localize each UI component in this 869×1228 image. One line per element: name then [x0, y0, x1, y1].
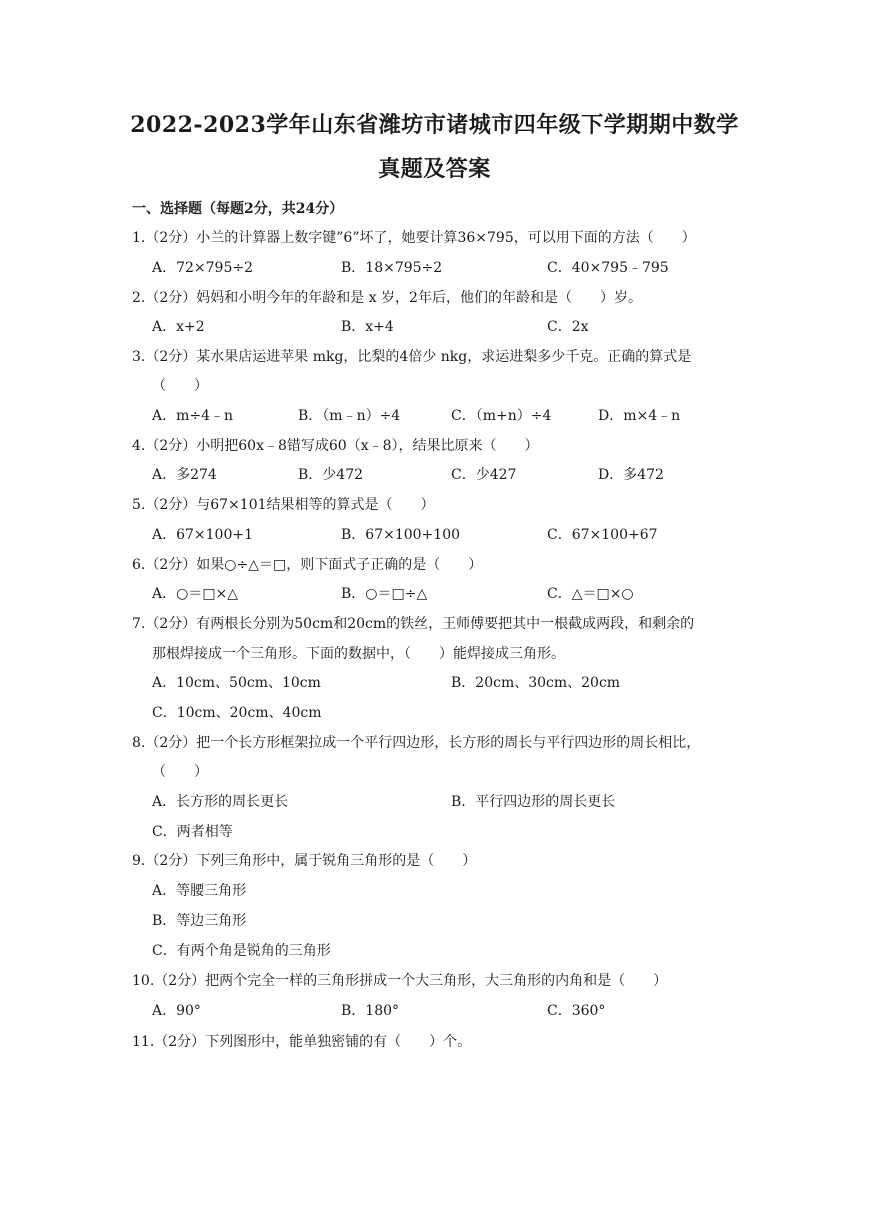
- question-11: 11.（2分）下列图形中，能单独密铺的有（ ）个。: [132, 1034, 472, 1050]
- question-3: 3.（2分）某水果店运进苹果 mkg，比梨的4倍少 nkg，求运进梨多少千克。正确的算式是: [132, 349, 692, 365]
- question-7-continued: 那根焊接成一个三角形。下面的数据中，（ ）能焊接成三角形。: [152, 646, 565, 662]
- question-6: 6.（2分）如果○÷△＝□，则下面式子正确的是（ ）: [132, 557, 483, 573]
- question-7: 7.（2分）有两根长分别为50cm和20cm的铁丝，王师傅要把其中一根截成两段，和剩余的: [132, 616, 695, 632]
- question-1: 1.（2分）小兰的计算器上数字键”6”坏了，她要计算36×795，可以用下面的方法（ ）: [132, 230, 696, 246]
- title-line-1: 2022-2023学年山东省潍坊市诸城市四年级下学期期中数学: [130, 112, 739, 138]
- q4-option-c: C．少427: [451, 467, 517, 483]
- question-10: 10.（2分）把两个完全一样的三角形拼成一个大三角形，大三角形的内角和是（ ）: [132, 973, 668, 989]
- q8-option-a: A．长方形的周长更长: [152, 794, 289, 810]
- q5-option-c: C．67×100+67: [547, 527, 658, 543]
- q10-option-c: C．360°: [547, 1003, 606, 1019]
- q3-option-b: B．（m﹣n）÷4: [298, 408, 401, 424]
- question-5: 5.（2分）与67×101结果相等的算式是（ ）: [132, 497, 435, 513]
- q4-option-b: B．少472: [298, 467, 364, 483]
- q2-option-a: A．x+2: [152, 319, 205, 335]
- q1-option-a: A．72×795÷2: [152, 260, 254, 276]
- q1-option-c: C．40×795﹣795: [547, 260, 669, 276]
- q5-option-b: B．67×100+100: [341, 527, 461, 543]
- question-8-continued: （ ）: [152, 764, 208, 780]
- q3-option-a: A．m÷4﹣n: [152, 408, 234, 424]
- title-line-2: 真题及答案: [378, 156, 491, 182]
- q3-option-c: C．（m+n）÷4: [451, 408, 552, 424]
- q6-option-b: B．○＝□÷△: [341, 586, 428, 602]
- q10-option-b: B．180°: [341, 1003, 400, 1019]
- question-3-continued: （ ）: [152, 378, 208, 394]
- question-8: 8.（2分）把一个长方形框架拉成一个平行四边形，长方形的周长与平行四边形的周长相比，: [132, 735, 701, 751]
- q7-option-a: A．10cm、50cm、10cm: [152, 675, 321, 691]
- q9-option-c: C．有两个角是锐角的三角形: [152, 943, 331, 959]
- q2-option-c: C．2x: [547, 319, 589, 335]
- q4-option-a: A．多274: [152, 467, 217, 483]
- q9-option-a: A．等腰三角形: [152, 883, 247, 899]
- q6-option-a: A．○＝□×△: [152, 586, 239, 602]
- q1-option-b: B．18×795÷2: [341, 260, 443, 276]
- q8-option-b: B．平行四边形的周长更长: [451, 794, 616, 810]
- q10-option-a: A．90°: [152, 1003, 201, 1019]
- question-2: 2.（2分）妈妈和小明今年的年龄和是 x 岁，2年后，他们的年龄和是（ ）岁。: [132, 290, 642, 306]
- section-heading: 一、选择题（每题2分，共24分）: [132, 201, 344, 217]
- q8-option-c: C．两者相等: [152, 824, 233, 840]
- q5-option-a: A．67×100+1: [152, 527, 254, 543]
- q7-option-b: B．20cm、30cm、20cm: [451, 675, 621, 691]
- question-4: 4.（2分）小明把60x﹣8错写成60（x﹣8），结果比原来（ ）: [132, 438, 539, 454]
- q2-option-b: B．x+4: [341, 319, 394, 335]
- q6-option-c: C．△＝□×○: [547, 586, 634, 602]
- q3-option-d: D．m×4﹣n: [598, 408, 681, 424]
- q9-option-b: B．等边三角形: [152, 913, 247, 929]
- q7-option-c: C．10cm、20cm、40cm: [152, 705, 322, 721]
- question-9: 9.（2分）下列三角形中，属于锐角三角形的是（ ）: [132, 853, 477, 869]
- q4-option-d: D．多472: [598, 467, 664, 483]
